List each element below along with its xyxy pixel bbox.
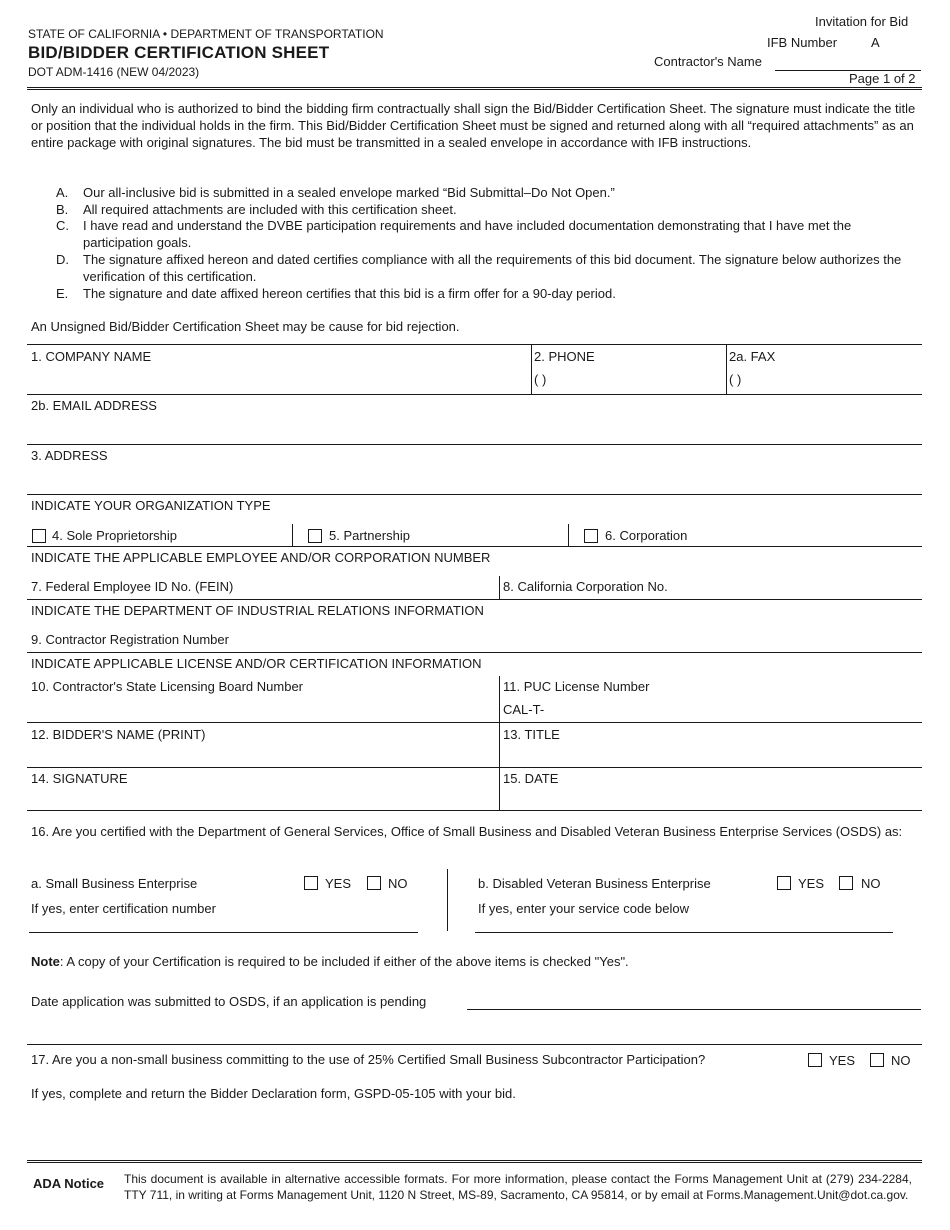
contractor-name-label: Contractor's Name — [654, 54, 762, 69]
grid-line — [27, 599, 922, 600]
dvbe-yes-label: YES — [798, 876, 825, 891]
sole-proprietorship-label: 4. Sole Proprietorship — [52, 528, 178, 543]
contractor-name-field[interactable] — [776, 54, 921, 70]
form-number: DOT ADM-1416 (NEW 04/2023) — [28, 65, 200, 79]
item-letter: B. — [56, 202, 69, 217]
dvbe-yes-checkbox[interactable] — [777, 876, 791, 890]
q17-yes-label: YES — [829, 1053, 856, 1068]
dvbe-label: b. Disabled Veteran Business Enterprise — [478, 876, 711, 891]
license-heading: INDICATE APPLICABLE LICENSE AND/OR CERTIFICATION INFORMATION — [31, 656, 482, 671]
title-input[interactable] — [502, 744, 918, 766]
item-text: I have read and understand the DVBE participation requirements and have included documentation demonstrating that I have met the participation goals. — [83, 218, 852, 250]
sbe-no-checkbox[interactable] — [367, 876, 381, 890]
corporation-label: 6. Corporation — [605, 528, 688, 543]
dvbe-no-checkbox[interactable] — [839, 876, 853, 890]
footer-divider — [27, 1160, 922, 1163]
puc-label: 11. PUC License Number — [503, 679, 650, 694]
osds-question: 16. Are you certified with the Department of General Services, Office of Small Business and Disabled Veteran Business Enterprise Services (OSDS) as: — [31, 824, 903, 839]
sbe-no-label: NO — [388, 876, 408, 891]
item-letter: A. — [56, 185, 69, 200]
q17-question: 17. Are you a non-small business committing to the use of 25% Certified Small Business Subcontractor Participation? — [31, 1052, 706, 1067]
invitation-for-bid-label: Invitation for Bid — [815, 14, 909, 29]
unsigned-warning: An Unsigned Bid/Bidder Certification Sheet may be cause for bid rejection. — [31, 319, 460, 334]
email-label: 2b. EMAIL ADDRESS — [31, 398, 157, 413]
employee-corp-heading: INDICATE THE APPLICABLE EMPLOYEE AND/OR CORPORATION NUMBER — [31, 550, 491, 565]
dvbe-instruction: If yes, enter your service code below — [478, 901, 689, 916]
partnership-checkbox[interactable] — [308, 529, 322, 543]
grid-line — [27, 394, 922, 395]
item-text: All required attachments are included with this certification sheet. — [83, 202, 457, 217]
item-letter: C. — [56, 218, 69, 233]
item-text: The signature and date affixed hereon certifies that this bid is a firm offer for a 90-day period. — [83, 286, 616, 301]
phone-area-code[interactable]: ( ) — [534, 372, 547, 387]
ifb-number-value[interactable]: A — [871, 35, 880, 50]
ifb-number-label: IFB Number — [767, 35, 838, 50]
sbe-label: a. Small Business Enterprise — [31, 876, 198, 891]
intro-paragraph: Only an individual who is authorized to bind the bidding firm contractually shall sign the Bid/Bidder Certification Sheet. The signature must indicate the title or position that the individual holds in the firm. This Bid/Bidder Certification Sheet must be signed and returned along with all “required attachments” as an entire package with original signatures. The bid must be transmitted in a sealed envelope in accordance with IFB instructions. — [31, 101, 916, 150]
company-name-input[interactable] — [30, 366, 528, 392]
note-text: : A copy of your Certification is required to be included if either of the above items is checked "Yes". — [59, 954, 629, 969]
item-text: Our all-inclusive bid is submitted in a sealed envelope marked “Bid Submittal–Do Not Open.” — [83, 185, 615, 200]
cslb-label: 10. Contractor's State Licensing Board Number — [31, 679, 304, 694]
org-type-heading: INDICATE YOUR ORGANIZATION TYPE — [31, 498, 271, 513]
grid-line — [27, 444, 922, 445]
grid-line — [27, 1044, 922, 1045]
osds-divider — [447, 869, 448, 931]
corporation-checkbox[interactable] — [584, 529, 598, 543]
title-label: 13. TITLE — [503, 727, 560, 742]
signature-input[interactable] — [30, 788, 495, 808]
dvbe-no-label: NO — [861, 876, 881, 891]
date-label: 15. DATE — [503, 771, 559, 786]
grid-line — [27, 494, 922, 495]
sbe-yes-checkbox[interactable] — [304, 876, 318, 890]
bidder-name-input[interactable] — [30, 744, 495, 766]
partnership-label: 5. Partnership — [329, 528, 410, 543]
grid-line — [27, 767, 922, 768]
fax-label: 2a. FAX — [729, 349, 776, 364]
item-letter: D. — [56, 252, 69, 267]
date-input[interactable] — [502, 788, 918, 808]
company-name-label: 1. COMPANY NAME — [31, 349, 152, 364]
sole-proprietorship-checkbox[interactable] — [32, 529, 46, 543]
q17-no-label: NO — [891, 1053, 911, 1068]
phone-label: 2. PHONE — [534, 349, 595, 364]
certification-note — [31, 954, 629, 969]
form-title: BID/BIDDER CERTIFICATION SHEET — [28, 43, 330, 62]
fax-area-code[interactable]: ( ) — [729, 372, 742, 387]
address-input[interactable] — [30, 465, 918, 491]
grid-line — [27, 810, 922, 811]
address-label: 3. ADDRESS — [31, 448, 108, 463]
grid-vline — [726, 344, 727, 394]
grid-vline — [292, 524, 293, 546]
grid-line — [27, 344, 922, 345]
grid-line — [27, 722, 922, 723]
page-number: Page 1 of 2 — [849, 71, 916, 86]
grid-line — [27, 546, 922, 547]
q17-instruction: If yes, complete and return the Bidder Declaration form, GSPD-05-105 with your bid. — [31, 1086, 516, 1101]
q17-no-checkbox[interactable] — [870, 1053, 884, 1067]
ada-notice-label: ADA Notice — [33, 1176, 105, 1191]
ca-corporation-label: 8. California Corporation No. — [503, 579, 668, 594]
dvbe-code-line[interactable] — [475, 932, 893, 933]
dir-heading: INDICATE THE DEPARTMENT OF INDUSTRIAL RELATIONS INFORMATION — [31, 603, 484, 618]
agency-line: STATE OF CALIFORNIA • DEPARTMENT OF TRANSPORTATION — [28, 27, 384, 41]
sbe-instruction: If yes, enter certification number — [31, 901, 216, 916]
sbe-number-line[interactable] — [29, 932, 418, 933]
ada-notice-text: This document is available in alternative accessible formats. For more information, please contact the Forms Management Unit at (279) 234-2284, TTY 711, in writing at Forms Management Unit, 1120 N Street, MS-89, Sacramento, CA 95814, or by email at Forms.Management.Unit@dot.ca.gov. — [124, 1172, 912, 1202]
grid-line — [27, 652, 922, 653]
grid-vline — [499, 676, 500, 810]
grid-vline — [499, 576, 500, 599]
bidder-name-label: 12. BIDDER'S NAME (PRINT) — [31, 727, 206, 742]
item-text: The signature affixed hereon and dated certifies compliance with all the requirements of this bid document. The signature below authorizes the verification of this certification. — [83, 252, 902, 284]
puc-prefix[interactable]: CAL-T- — [503, 702, 545, 717]
note-bold: Note — [31, 954, 60, 969]
item-letter: E. — [56, 286, 69, 301]
email-input[interactable] — [30, 415, 918, 441]
q17-yes-checkbox[interactable] — [808, 1053, 822, 1067]
header-divider — [27, 87, 922, 90]
contractor-registration-label: 9. Contractor Registration Number — [31, 632, 229, 647]
signature-label: 14. SIGNATURE — [31, 771, 128, 786]
grid-vline — [531, 344, 532, 394]
fein-label: 7. Federal Employee ID No. (FEIN) — [31, 579, 234, 594]
osds-pending-label: Date application was submitted to OSDS, if an application is pending — [31, 994, 427, 1009]
osds-pending-line[interactable] — [467, 1009, 921, 1010]
sbe-yes-label: YES — [325, 876, 352, 891]
grid-vline — [568, 524, 569, 546]
